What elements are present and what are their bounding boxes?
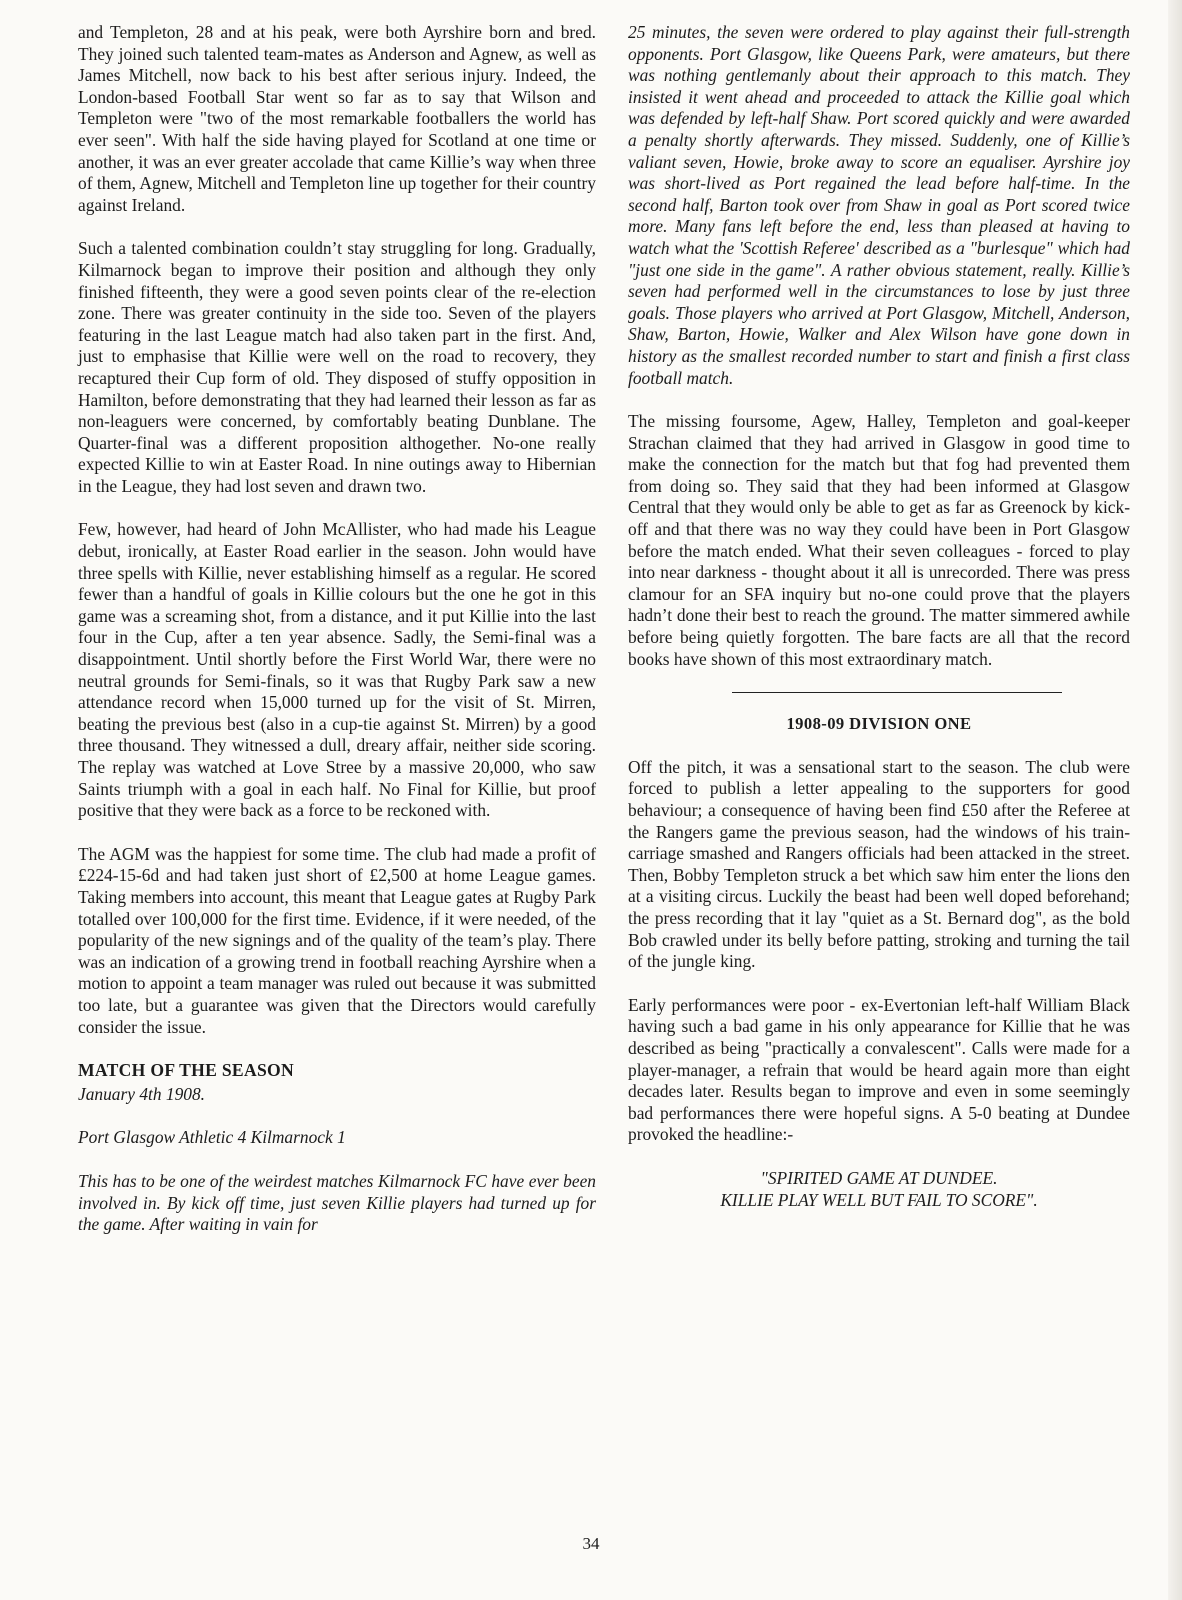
paragraph-templeton: and Templeton, 28 and at his peak, were both Ayrshire born and bred. They joined such talented team-mates as Anderson and Agnew, as well as James Mitchell, now back to his best after serious injury. Indeed, the London-based Football Star went so far as to say that Wilson and Templeton were "two of the most remarkable footballers the world has ever seen". With half the side having played for Scotland at one time or another, it was an ever greater accolade that came Killie’s way when three of them, Agnew, Mitchell and Templeton line up together for their country against Ireland. <box>78 22 596 215</box>
paragraph-mcallister: Few, however, had heard of John McAllister, who had made his League debut, ironically, at Easter Road earlier in the season. John would have three spells with Killie, never establishing himself as a regular. He scored fewer than a handful of goals in Killie colours but the one he got in this game was a screaming shot, from a distance, and it put Killie into the last four in the Cup, after a ten year absence. Sadly, the Semi-final was a disappointment. Until shortly before the First World War, there were no neutral grounds for Semi-finals, so it was that Rugby Park saw a new attendance record when 15,000 turned up for the visit of St. Mirren, beating the previous best (also in a cup-tie against St. Mirren) by a good three thousand. They witnessed a dull, dreary affair, neither side scoring. The replay was watched at Love Stree by a massive 20,000, who saw Saints triumph with a goal in each half. No Final for Killie, but proof positive that they were back as a force to be reckoned with. <box>78 519 596 821</box>
paragraph-agm: The AGM was the happiest for some time. The club had made a profit of £224-15-6d and had taken just short of £2,500 at home League games. Taking members into account, this meant that League gates at Rugby Park totalled over 100,000 for the first time. Evidence, if it were needed, of the popularity of the new signings and of the quality of the team’s play. There was an indication of a growing trend in football reaching Ayrshire when a motion to appoint a team manager was ruled out because it was submitted too late, but a guarantee was given that the Directors would carefully consider the issue. <box>78 843 596 1037</box>
newspaper-headline <box>628 1168 1130 1211</box>
paragraph-talented-combination: Such a talented combination couldn’t stay struggling for long. Gradually, Kilmarnock began to improve their position and although they only finished fifteenth, they were a good seven points clear of the re-election zone. There was greater continuity in the side too. Seven of the players featuring in the last League match had also taken part in the first. And, just to emphasise that Killie were well on the road to recovery, they recaptured their Cup form of old. They disposed of stuffy opposition in Hamilton, before demonstrating that they had learned their lesson as far as non-leaguers were concerned, by comfortably beating Dunblane. The Quarter-final was a different proposition althogether. No-one really expected Killie to win at Easter Road. In nine outings away to Hibernian in the League, they had lost seven and drawn two. <box>78 238 596 496</box>
paragraph-missing-foursome: The missing foursome, Agew, Halley, Templeton and goal-keeper Strachan claimed that they had arrived in Glasgow in good time to make the connection for the match but that fog had prevented them from doing so. They said that they had been informed at Glasgow Central that they would only be able to get as far as Greenock by kick-off and that there was no way they could have been in Port Glasgow before the match ended. What their seven colleagues - forced to play into near darkness - thought about it all is unrecorded. There was press clamour for an SFA inquiry but no-one could prove that the players hadn’t done their best to reach the ground. The matter simmered awhile before being quietly forgotten. The bare facts are all that the record books have shown of this most extraordinary match. <box>628 411 1130 669</box>
section-divider <box>732 692 1062 693</box>
match-date: January 4th 1908. <box>78 1083 206 1104</box>
match-score: Port Glasgow Athletic 4 Kilmarnock 1 <box>78 1127 346 1148</box>
paragraph-early-performances: Early performances were poor - ex-Evertonian left-half William Black having such a bad game in his only appearance for Killie that he was described as being "practically a convalescent". Calls were made for a player-manager, a refrain that would be heard again more than eight decades later. Results began to improve and even in some seemingly bad performances there were hopeful signs. A 5-0 beating at Dundee provoked the headline:- <box>628 994 1130 1145</box>
section-title: 1908-09 DIVISION ONE <box>786 714 972 734</box>
paragraph-off-the-pitch: Off the pitch, it was a sensational start to the season. The club were forced to publish a letter appealing to the supporters for good behaviour; a consequence of having been find £50 after the Referee at the Rangers game the previous season, had the windows of his train-carriage smashed and Rangers officials had been attacked in the street. Then, Bobby Templeton struck a bet which saw him enter the lions den at a visiting circus. Luckily the beast had been well doped beforehand; the press recording that it lay "quiet as a St. Bernard dog", as the bold Bob crawled under its belly before patting, stroking and turning the tail of the jungle king. <box>628 756 1130 972</box>
page-number: 34 <box>582 1534 600 1553</box>
match-intro-paragraph: This has to be one of the weirdest matches Kilmarnock FC have ever been involved in. By kick off time, just seven Killie players had turned up for the game. After waiting in vain for <box>78 1170 596 1235</box>
headline-line-2: KILLIE PLAY WELL BUT FAIL TO SCORE". <box>720 1189 1038 1210</box>
left-column <box>78 22 596 1258</box>
right-column <box>628 22 1130 1211</box>
match-continued-paragraph: 25 minutes, the seven were ordered to play against their full-strength opponents. Port Glasgow, like Queens Park, were amateurs, but there was nothing gentlemanly about their approach to this match. They insisted it went ahead and proceeded to attack the Killie goal which was defended by left-half Shaw. Port scored quickly and were awarded a penalty shortly afterwards. They missed. Suddenly, one of Killie’s valiant seven, Howie, broke away to score an equaliser. Ayrshire joy was short-lived as Port regained the lead before half-time. In the second half, Barton took over from Shaw in goal as Port scored twice more. Many fans left before the end, less than pleased at having to watch what the 'Scottish Referee' described as a "burlesque" which had "just one side in the game". A rather obvious statement, really. Killie’s seven had performed well in the circumstances to lose by just three goals. Those players who arrived at Port Glasgow, Mitchell, Anderson, Shaw, Barton, Howie, Walker and Alex Wilson have gone down in history as the smallest recorded number to start and finish a first class football match. <box>628 22 1130 388</box>
headline-line-1: "SPIRITED GAME AT DUNDEE. <box>760 1167 998 1188</box>
match-of-season-heading: MATCH OF THE SEASON <box>78 1060 295 1081</box>
page-edge <box>1168 0 1182 1600</box>
